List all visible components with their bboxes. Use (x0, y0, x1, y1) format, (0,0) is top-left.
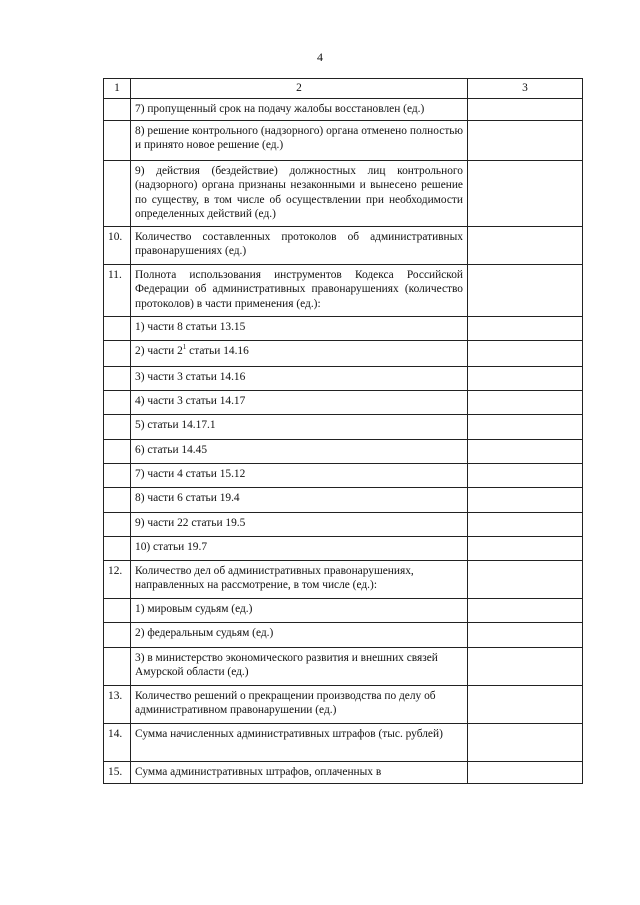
table-row (104, 761, 583, 783)
value-cell[interactable] (468, 487, 583, 512)
row-description: 7) части 4 статьи 15.12 (131, 463, 468, 487)
value-cell[interactable] (468, 647, 583, 685)
value-cell[interactable] (468, 463, 583, 487)
row-description (131, 340, 468, 366)
value-cell[interactable] (468, 761, 583, 783)
row-number (104, 120, 131, 160)
row-number (104, 316, 131, 340)
value-cell[interactable] (468, 226, 583, 264)
row-description: 10) статьи 19.7 (131, 536, 468, 560)
value-cell[interactable] (468, 390, 583, 414)
page-number: 4 (317, 50, 323, 64)
value-cell[interactable] (468, 560, 583, 598)
row-description: 1) части 8 статьи 13.15 (131, 316, 468, 340)
table-row (104, 560, 583, 598)
value-cell[interactable] (468, 160, 583, 226)
table-row (104, 264, 583, 316)
row-description: 9) действия (бездействие) должностных лиц контрольного (надзорного) органа признаны незаконными и вынесено решение по существу, в том числе об осуществлении при необходимости определенных действий (ед.) (131, 160, 468, 226)
row-number: 15. (104, 761, 131, 783)
value-cell[interactable] (468, 439, 583, 463)
row-description: Сумма административных штрафов, оплаченных в (131, 761, 468, 783)
row-number (104, 536, 131, 560)
value-cell[interactable] (468, 723, 583, 761)
header-col-1: 1 (104, 79, 131, 99)
row-description: 3) в министерство экономического развития и внешних связей Амурской области (ед.) (131, 647, 468, 685)
value-cell[interactable] (468, 120, 583, 160)
table-row (104, 316, 583, 340)
table-row (104, 120, 583, 160)
row-number: 10. (104, 226, 131, 264)
row-description: 4) части 3 статьи 14.17 (131, 390, 468, 414)
row-number (104, 390, 131, 414)
row-description: 7) пропущенный срок на подачу жалобы восстановлен (ед.) (131, 98, 468, 120)
table-row (104, 390, 583, 414)
table-row (104, 366, 583, 390)
table-row (104, 622, 583, 647)
value-cell[interactable] (468, 98, 583, 120)
value-cell[interactable] (468, 622, 583, 647)
row-number (104, 366, 131, 390)
row-number (104, 598, 131, 622)
table-row (104, 512, 583, 536)
header-col-2: 2 (131, 79, 468, 99)
row-number (104, 622, 131, 647)
table-row (104, 226, 583, 264)
row-description: 2) федеральным судьям (ед.) (131, 622, 468, 647)
value-cell[interactable] (468, 340, 583, 366)
row-number (104, 439, 131, 463)
value-cell[interactable] (468, 264, 583, 316)
row-number (104, 647, 131, 685)
row-number: 13. (104, 685, 131, 723)
row-description: 3) части 3 статьи 14.16 (131, 366, 468, 390)
row-description: Сумма начисленных административных штрафов (тыс. рублей) (131, 723, 468, 761)
table-row (104, 439, 583, 463)
row-number: 12. (104, 560, 131, 598)
row-description: Количество составленных протоколов об административных правонарушениях (ед.) (131, 226, 468, 264)
row-description: Количество дел об административных правонарушениях, направленных на рассмотрение, в том числе (ед.): (131, 560, 468, 598)
table-row (104, 536, 583, 560)
row-description: Количество решений о прекращении производства по делу об административном правонарушении (ед.) (131, 685, 468, 723)
value-cell[interactable] (468, 598, 583, 622)
table-row (104, 414, 583, 439)
value-cell[interactable] (468, 366, 583, 390)
row-description: 9) части 22 статьи 19.5 (131, 512, 468, 536)
row-number: 11. (104, 264, 131, 316)
table-row (104, 598, 583, 622)
row-number (104, 463, 131, 487)
table-row (104, 723, 583, 761)
row-number (104, 414, 131, 439)
row-description-part: статьи 14.16 (186, 344, 249, 357)
row-description-part: 2) части 2 (135, 344, 183, 357)
row-description: 8) решение контрольного (надзорного) органа отменено полностью и принято новое решение (ед.) (131, 120, 468, 160)
row-description: 8) части 6 статьи 19.4 (131, 487, 468, 512)
report-table (103, 78, 583, 784)
row-number (104, 98, 131, 120)
row-description: 6) статьи 14.45 (131, 439, 468, 463)
table-row (104, 340, 583, 366)
row-description: 5) статьи 14.17.1 (131, 414, 468, 439)
row-description: Полнота использования инструментов Кодекса Российской Федерации об административных правонарушениях (количество протоколов) в части применения (ед.): (131, 264, 468, 316)
value-cell[interactable] (468, 512, 583, 536)
value-cell[interactable] (468, 536, 583, 560)
superscript: 1 (182, 342, 187, 351)
table-row (104, 98, 583, 120)
table-row (104, 487, 583, 512)
row-number (104, 340, 131, 366)
table-header-row (104, 79, 583, 99)
value-cell[interactable] (468, 414, 583, 439)
table-row (104, 685, 583, 723)
table-row (104, 463, 583, 487)
row-number (104, 160, 131, 226)
row-number (104, 487, 131, 512)
value-cell[interactable] (468, 316, 583, 340)
row-description: 1) мировым судьям (ед.) (131, 598, 468, 622)
value-cell[interactable] (468, 685, 583, 723)
row-number: 14. (104, 723, 131, 761)
table-row (104, 160, 583, 226)
table-row (104, 647, 583, 685)
header-col-3: 3 (468, 79, 583, 99)
row-number (104, 512, 131, 536)
